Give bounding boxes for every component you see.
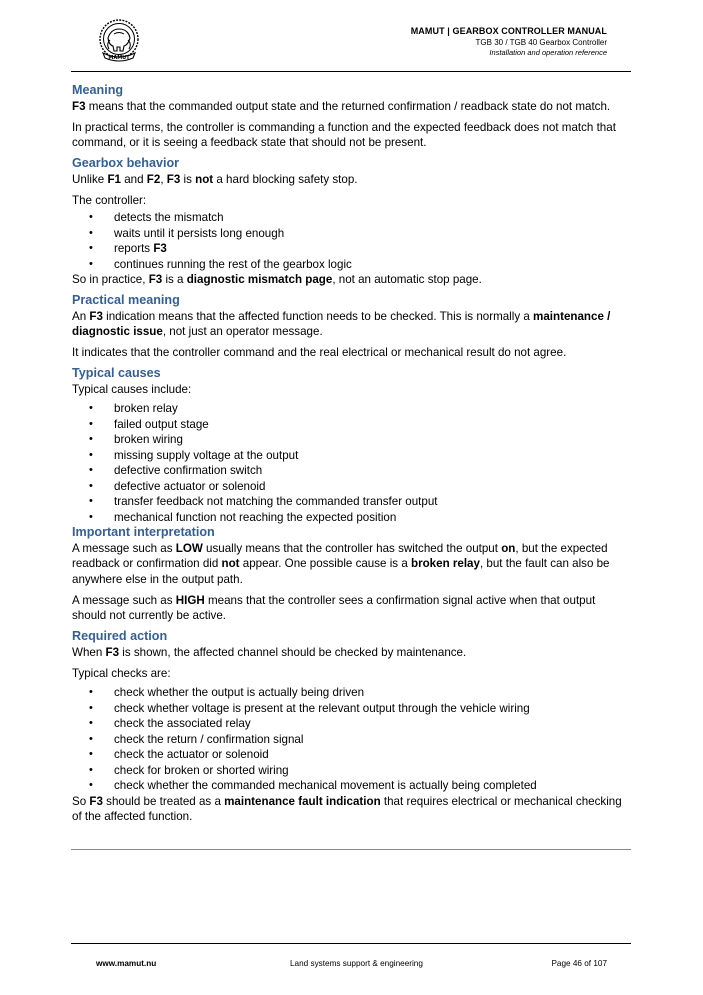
bold-text: F3: [148, 273, 163, 286]
content-end-rule: [71, 849, 631, 850]
footer-center-text: Land systems support & engineering: [290, 959, 423, 968]
section-heading: Important interpretation: [72, 525, 215, 539]
page-content: [72, 83, 632, 830]
bold-text: F3: [89, 309, 103, 323]
list-item: • broken wiring: [72, 432, 632, 448]
footer-website-link[interactable]: www.mamut.nu: [96, 959, 157, 968]
bold-text: broken relay: [411, 557, 480, 570]
bold-text: F3: [166, 172, 181, 186]
list-item: • missing supply voltage at the output: [72, 448, 632, 464]
paragraph: [72, 309, 632, 340]
bold-text: F3: [89, 794, 103, 808]
text: , not an automatic stop page.: [332, 273, 482, 286]
bold-text: F1: [107, 172, 121, 186]
list-item: • check whether the commanded mechanical movement is actually being completed: [72, 778, 632, 794]
text: indication means that the affected function needs to be checked. This is normally a: [102, 309, 534, 323]
header-subtitle: TGB 30 / TGB 40 Gearbox Controller: [475, 38, 607, 47]
section-heading: Typical causes: [72, 366, 161, 380]
paragraph: The controller:: [72, 193, 147, 207]
list-item: • failed output stage: [72, 417, 632, 433]
section-practical-meaning: [72, 293, 632, 361]
mamut-crest-logo-icon: [94, 18, 144, 64]
text: A message such as: [72, 593, 176, 607]
text: is a: [162, 273, 187, 286]
bullet-list: [72, 210, 632, 272]
text: is shown, the affected channel should be checked by maintenance.: [119, 645, 467, 659]
bullet-list: [72, 401, 632, 525]
text: So in practice,: [72, 273, 149, 286]
text: , not just an operator message.: [162, 325, 323, 338]
bold-text: maintenance / diagnostic issue: [72, 309, 611, 338]
section-heading: Practical meaning: [72, 293, 180, 307]
bold-text: F2: [146, 172, 161, 186]
list-item: • transfer feedback not matching the commanded transfer output: [72, 494, 632, 510]
paragraph: [72, 794, 632, 825]
text: a hard blocking safety stop.: [213, 172, 358, 186]
header-note: Installation and operation reference: [489, 48, 607, 57]
paragraph: Typical checks are:: [72, 666, 171, 680]
section-heading: Meaning: [72, 83, 124, 97]
text: appear. One possible cause is a: [239, 557, 411, 570]
list-item: • mechanical function not reaching the expected position: [72, 510, 632, 526]
text: , but the expected readback or confirmation did: [72, 541, 608, 570]
text: that requires electrical or mechanical checking of the affected function.: [72, 794, 622, 823]
header-title: MAMUT | GEARBOX CONTROLLER MANUAL: [410, 26, 607, 36]
paragraph: [72, 272, 632, 288]
bold-text: not: [195, 172, 214, 186]
text: When: [72, 645, 106, 659]
paragraph: [72, 172, 632, 188]
paragraph: In practical terms, the controller is commanding a function and the expected feedback does not match that command, or it is seeing a feedback state that should not be present.: [72, 120, 616, 149]
text: So: [72, 794, 90, 808]
list-item: • check the return / confirmation signal: [72, 732, 632, 748]
bold-text: maintenance fault indication: [224, 794, 381, 808]
text: means that the controller sees a confirmation signal active when that output should not currently be active.: [72, 593, 596, 622]
bold-text: on: [501, 541, 516, 555]
section-required-action: [72, 629, 632, 825]
section-gearbox-behavior: [72, 156, 632, 288]
list-item: • check whether the output is actually being driven: [72, 685, 632, 701]
svg-text:MAMUT: MAMUT: [108, 55, 130, 61]
list-item: • waits until it persists long enough: [72, 226, 632, 242]
bold-text: F3: [72, 99, 86, 113]
footer-rule: [71, 943, 631, 944]
text: A message such as: [72, 541, 176, 555]
bold-text: not: [221, 557, 240, 570]
text: should be treated as a: [102, 794, 225, 808]
section-heading: Required action: [72, 629, 168, 643]
paragraph: Typical causes include:: [72, 382, 192, 396]
page-header: [411, 26, 607, 58]
bullet-list: [72, 685, 632, 794]
text: usually means that the controller has switched the output: [202, 541, 502, 555]
list-item: [72, 241, 632, 257]
text: reports: [114, 242, 154, 255]
text: ,: [160, 172, 167, 186]
list-item: • defective actuator or solenoid: [72, 479, 632, 495]
paragraph: [72, 593, 632, 624]
bold-text: LOW: [175, 541, 203, 555]
section-meaning: [72, 83, 632, 151]
list-item: • check the associated relay: [72, 716, 632, 732]
list-item: • continues running the rest of the gearbox logic: [72, 257, 632, 273]
list-item: • detects the mismatch: [72, 210, 632, 226]
bold-text: F3: [153, 242, 167, 255]
text: Unlike: [72, 172, 108, 186]
bold-text: diagnostic mismatch page: [186, 273, 333, 286]
paragraph: [72, 541, 632, 588]
text: is: [180, 172, 196, 186]
section-important-interpretation: [72, 525, 632, 624]
text: An: [72, 309, 90, 323]
list-item: • check the actuator or solenoid: [72, 747, 632, 763]
paragraph: It indicates that the controller command and the real electrical or mechanical result do not agree.: [72, 346, 567, 359]
list-item: • check for broken or shorted wiring: [72, 763, 632, 779]
bold-text: HIGH: [175, 593, 205, 607]
text: means that the commanded output state and the returned confirmation / readback state do not match.: [85, 99, 611, 113]
page-number: Page 46 of 107: [551, 959, 607, 968]
section-heading: Gearbox behavior: [72, 156, 180, 170]
section-typical-causes: [72, 366, 632, 525]
list-item: • check whether voltage is present at the relevant output through the vehicle wiring: [72, 701, 632, 717]
bold-text: F3: [105, 645, 120, 659]
header-rule: [71, 71, 631, 72]
paragraph: [72, 99, 632, 115]
list-item: • defective confirmation switch: [72, 463, 632, 479]
text: , but the fault can also be anywhere else in the output path.: [72, 557, 610, 586]
paragraph: [72, 645, 632, 661]
list-item: • broken relay: [72, 401, 632, 417]
text: and: [120, 172, 147, 186]
